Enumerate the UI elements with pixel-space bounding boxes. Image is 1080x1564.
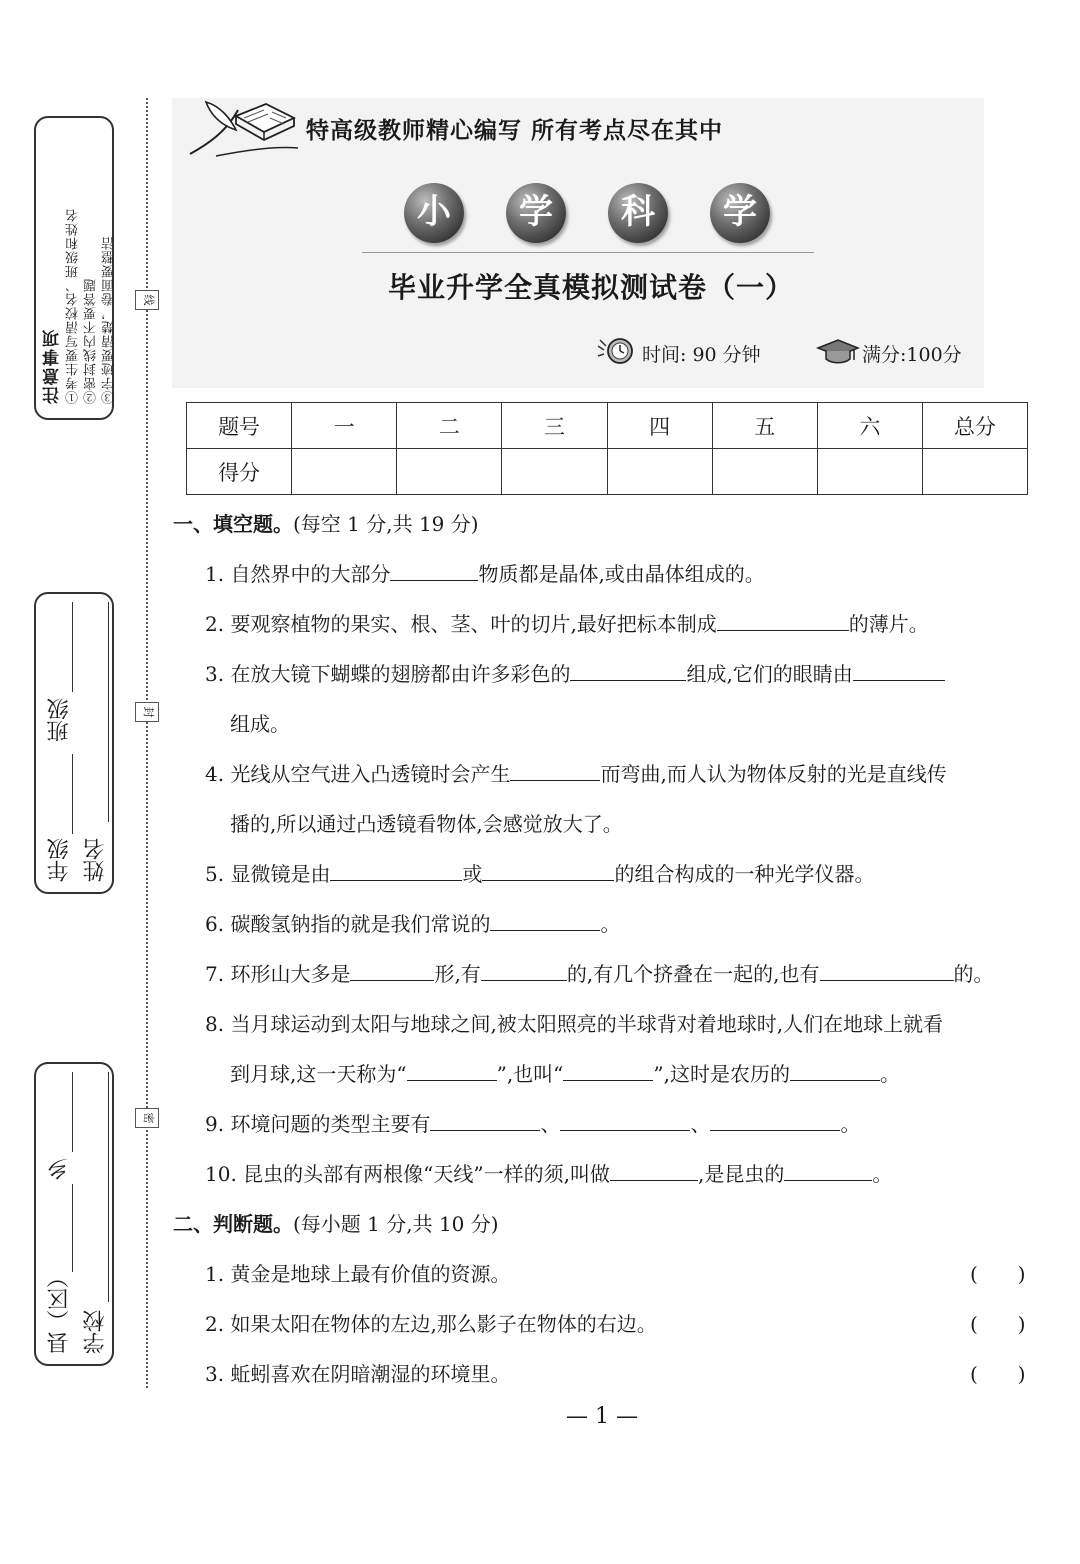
q-text: 。 bbox=[840, 1112, 861, 1136]
question-1-4-cont: 播的,所以通过凸透镜看物体,会感觉放大了。 bbox=[230, 812, 623, 836]
answer-blank[interactable] bbox=[490, 912, 600, 931]
answer-parentheses[interactable]: ( ) bbox=[970, 1362, 1026, 1386]
section2-note: (每小题 1 分,共 10 分) bbox=[293, 1212, 499, 1236]
header-slogan: 特高级教师精心编写 所有考点尽在其中 bbox=[306, 118, 724, 144]
answer-blank[interactable] bbox=[330, 862, 462, 881]
q-text: 或 bbox=[462, 862, 483, 886]
book-quill-icon bbox=[186, 96, 304, 158]
answer-blank[interactable] bbox=[784, 1162, 872, 1181]
grade-label: 年级 bbox=[47, 838, 72, 882]
question-1-3 bbox=[205, 658, 945, 687]
q-text: 3. 在放大镜下蝴蝶的翅膀都由许多彩色的 bbox=[205, 662, 571, 686]
township-field[interactable] bbox=[72, 1072, 73, 1152]
name-label: 姓名 bbox=[83, 838, 108, 882]
score-table-header-cell: 题号 bbox=[187, 403, 292, 449]
seal-char-line: 线 bbox=[135, 290, 159, 310]
section1-note: (每空 1 分,共 19 分) bbox=[293, 512, 479, 536]
score-table-header-cell: 五 bbox=[712, 403, 817, 449]
question-1-2 bbox=[205, 608, 929, 637]
q-text: 2. 要观察植物的果实、根、茎、叶的切片,最好把标本制成 bbox=[205, 612, 717, 636]
score-table-header-cell: 四 bbox=[607, 403, 712, 449]
q-text: 的薄片。 bbox=[848, 612, 929, 636]
q-text: 的,有几个挤叠在一起的,也有 bbox=[566, 962, 820, 986]
q-text: 。 bbox=[872, 1162, 893, 1186]
answer-blank[interactable] bbox=[390, 562, 478, 581]
county-school-box bbox=[34, 1062, 114, 1366]
score-table-header-cell: 总分 bbox=[922, 403, 1027, 449]
answer-blank[interactable] bbox=[350, 962, 434, 981]
subject-char-2: 学 bbox=[506, 183, 566, 243]
q-text: ,是昆虫的 bbox=[697, 1162, 785, 1186]
question-1-5 bbox=[205, 858, 874, 887]
q-text: 、 bbox=[690, 1112, 711, 1136]
question-1-9 bbox=[205, 1108, 860, 1137]
score-table bbox=[186, 402, 1028, 495]
section2-heading bbox=[173, 1208, 499, 1237]
q-text: 的。 bbox=[953, 962, 994, 986]
judge-question-1: 1. 黄金是地球上最有价值的资源。 bbox=[205, 1262, 511, 1286]
county-label: 县（区） bbox=[47, 1266, 72, 1354]
q-text: 、 bbox=[540, 1112, 561, 1136]
question-1-8-cont bbox=[230, 1058, 900, 1087]
answer-blank[interactable] bbox=[710, 1112, 840, 1131]
q-text: 形,有 bbox=[434, 962, 481, 986]
section1-title: 一、填空题。 bbox=[173, 512, 293, 536]
question-1-10 bbox=[205, 1158, 892, 1187]
answer-blank[interactable] bbox=[510, 762, 600, 781]
score-table-header-cell: 二 bbox=[397, 403, 502, 449]
score-table-score-row bbox=[187, 449, 1028, 495]
notes-box bbox=[34, 116, 117, 420]
notes-title: 注意事项 bbox=[43, 328, 63, 404]
seal-char-seal: 封 bbox=[135, 702, 159, 722]
school-field[interactable] bbox=[108, 1072, 109, 1302]
q-text: 6. 碳酸氢钠指的就是我们常说的 bbox=[205, 912, 491, 936]
q-text: 的组合构成的一种光学仪器。 bbox=[614, 862, 875, 886]
score-row-label: 得分 bbox=[187, 449, 292, 495]
name-field[interactable] bbox=[108, 602, 109, 822]
question-1-3-cont: 组成。 bbox=[230, 712, 290, 736]
grade-field[interactable] bbox=[72, 754, 73, 834]
answer-blank[interactable] bbox=[820, 962, 954, 981]
q-text: 组成,它们的眼睛由 bbox=[686, 662, 853, 686]
score-cell[interactable] bbox=[607, 449, 712, 495]
q-text: 物质都是晶体,或由晶体组成的。 bbox=[478, 562, 765, 586]
clock-icon bbox=[596, 336, 638, 366]
question-1-8: 8. 当月球运动到太阳与地球之间,被太阳照亮的半球背对着地球时,人们在地球上就看 bbox=[205, 1012, 944, 1036]
exam-title: 毕业升学全真模拟测试卷（一） bbox=[388, 271, 795, 304]
q-text: 1. 自然界中的大部分 bbox=[205, 562, 391, 586]
q-text: ”,这时是农历的 bbox=[653, 1062, 790, 1086]
answer-blank[interactable] bbox=[407, 1062, 497, 1081]
score-table-header-cell: 三 bbox=[502, 403, 607, 449]
score-cell[interactable] bbox=[712, 449, 817, 495]
section2-title: 二、判断题。 bbox=[173, 1212, 293, 1236]
score-table-header-cell: 六 bbox=[817, 403, 922, 449]
q-text: 而弯曲,而人认为物体反射的光是直线传 bbox=[600, 762, 947, 786]
question-1-1 bbox=[205, 558, 765, 587]
note-line-2: ②密封线内不要答题 bbox=[84, 278, 99, 404]
question-1-6 bbox=[205, 908, 620, 937]
score-cell[interactable] bbox=[397, 449, 502, 495]
question-1-7 bbox=[205, 958, 994, 987]
q-text: 7. 环形山大多是 bbox=[205, 962, 351, 986]
score-table-header-cell: 一 bbox=[292, 403, 397, 449]
q-text: 9. 环境问题的类型主要有 bbox=[205, 1112, 431, 1136]
score-table-header-row bbox=[187, 403, 1028, 449]
answer-blank[interactable] bbox=[570, 662, 686, 681]
answer-blank[interactable] bbox=[560, 1112, 690, 1131]
answer-parentheses[interactable]: ( ) bbox=[970, 1312, 1026, 1336]
score-cell[interactable] bbox=[817, 449, 922, 495]
class-label: 班级 bbox=[47, 698, 72, 742]
score-cell[interactable] bbox=[292, 449, 397, 495]
q-text: 。 bbox=[880, 1062, 900, 1086]
judge-question-2: 2. 如果太阳在物体的左边,那么影子在物体的右边。 bbox=[205, 1312, 657, 1336]
graduation-cap-icon bbox=[816, 338, 860, 366]
q-text: 。 bbox=[600, 912, 621, 936]
answer-parentheses[interactable]: ( ) bbox=[970, 1262, 1026, 1286]
answer-blank[interactable] bbox=[482, 862, 614, 881]
answer-blank[interactable] bbox=[481, 962, 567, 981]
answer-blank[interactable] bbox=[717, 612, 849, 631]
judge-question-3: 3. 蚯蚓喜欢在阴暗潮湿的环境里。 bbox=[205, 1362, 511, 1386]
answer-blank[interactable] bbox=[853, 662, 945, 681]
section1-heading bbox=[173, 508, 479, 537]
q-text: 到月球,这一天称为“ bbox=[230, 1062, 407, 1086]
full-score: 满分:100分 bbox=[862, 344, 962, 366]
subject-char-3: 科 bbox=[608, 183, 668, 243]
question-1-4 bbox=[205, 758, 947, 787]
county-field[interactable] bbox=[72, 1184, 73, 1272]
time-limit: 时间: 90 分钟 bbox=[642, 344, 761, 366]
answer-blank[interactable] bbox=[430, 1112, 540, 1131]
page-number: — 1 — bbox=[566, 1404, 638, 1429]
seal-char-secret: 密 bbox=[135, 1108, 159, 1128]
subject-char-4: 学 bbox=[710, 183, 770, 243]
q-text: 5. 显微镜是由 bbox=[205, 862, 331, 886]
score-cell[interactable] bbox=[502, 449, 607, 495]
q-text: ”,也叫“ bbox=[496, 1062, 564, 1086]
note-line-1: ①考生要写清校名、班级和姓名 bbox=[66, 208, 81, 404]
q-text: 10. 昆虫的头部有两根像“天线”一样的须,叫做 bbox=[205, 1162, 610, 1186]
grade-class-name-box bbox=[34, 592, 114, 894]
answer-blank[interactable] bbox=[563, 1062, 653, 1081]
score-cell[interactable] bbox=[922, 449, 1027, 495]
title-divider bbox=[362, 252, 814, 253]
answer-blank[interactable] bbox=[790, 1062, 880, 1081]
township-label: 乡 bbox=[47, 1158, 72, 1180]
q-text: 4. 光线从空气进入凸透镜时会产生 bbox=[205, 762, 511, 786]
answer-blank[interactable] bbox=[610, 1162, 698, 1181]
school-label: 学校 bbox=[83, 1310, 108, 1354]
note-line-3: ③字迹要清楚，卷面要整洁 bbox=[102, 236, 117, 404]
class-field[interactable] bbox=[72, 602, 73, 692]
subject-char-1: 小 bbox=[404, 183, 464, 243]
